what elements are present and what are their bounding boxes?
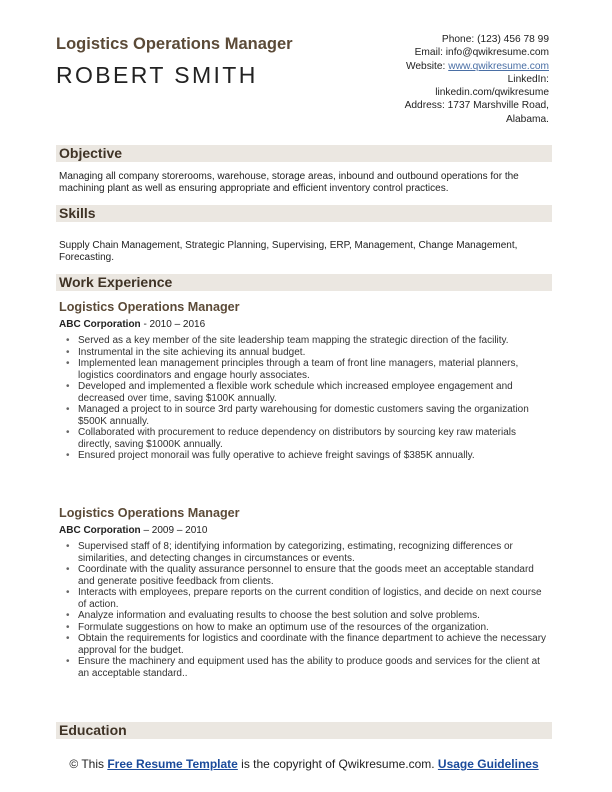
contact-address: Address: 1737 Marshville Road,	[404, 100, 549, 112]
job-2-duty: • Analyze information and evaluating results to choose the best solution and solve problems.	[66, 610, 552, 622]
job-2-duty: • Ensure the machinery and equipment used has the ability to produce goods and services for the client at an acceptable standard..	[66, 656, 552, 679]
copyright-footer	[56, 757, 552, 771]
job-2-company	[59, 525, 207, 536]
job-2-title: Logistics Operations Manager	[59, 506, 240, 520]
education-section-header	[56, 722, 552, 739]
website-link[interactable]: www.qwikresume.com	[448, 60, 549, 72]
address-value: 1737 Marshville Road,	[447, 100, 549, 112]
job-2-duty: • Coordinate with the quality assurance personnel to ensure that the goods meet an acceptable standard and generate positive feedback from clients.	[66, 564, 552, 587]
objective-text: Managing all company storerooms, warehouse, storage areas, inbound and outbound operations for the machining plant as well as ensuring appropriate and efficient inventory control practices.	[59, 171, 519, 194]
skills-heading: Skills	[59, 205, 96, 221]
email-value: info@qwikresume.com	[445, 47, 549, 59]
job-1-duty: • Instrumental in the site achieving its annual budget.	[66, 347, 552, 359]
free-resume-template-link[interactable]: Free Resume Template	[107, 757, 238, 771]
job-1-company	[59, 319, 205, 330]
work-experience-heading: Work Experience	[59, 274, 173, 290]
contact-linkedin: linkedin.com/qwikresume	[435, 87, 549, 99]
usage-guidelines-link[interactable]: Usage Guidelines	[437, 757, 539, 771]
job-1-duty: • Implemented lean management principles through a team of front line managers, material planners, logistics coordinators and engage hourly associates.	[66, 358, 552, 381]
job-1-title: Logistics Operations Manager	[59, 300, 240, 314]
job-2-duty: • Interacts with employees, prepare reports on the current condition of logistics, and decide on next course of action.	[66, 587, 552, 610]
job-1-duty: • Developed and implemented a flexible work schedule which increased employee engagement and decreased over time, saving $100K annually.	[66, 381, 552, 404]
job-2-duties	[66, 541, 552, 680]
contact-email: Email: info@qwikresume.com	[414, 47, 549, 59]
job-2-employer: ABC Corporation	[59, 525, 141, 536]
job-1-duty: • Ensured project monorail was fully operative to achieve freight savings of $385K annually.	[66, 450, 552, 462]
skills-section-header	[56, 205, 552, 222]
objective-section-header	[56, 145, 552, 162]
job-2-duty: • Supervised staff of 8; identifying information by categorizing, estimating, recognizing differences or similarities, and detecting changes in circumstances or events.	[66, 541, 552, 564]
contact-address-line2: Alabama.	[505, 113, 549, 125]
job-2-duty: • Obtain the requirements for logistics and coordinate with the finance department to achieve the necessary approval for the budget.	[66, 633, 552, 656]
work-experience-section-header	[56, 274, 552, 291]
job-1-dates: - 2010 – 2016	[140, 319, 206, 330]
header-job-title: Logistics Operations Manager	[56, 35, 293, 53]
job-1-duties	[66, 335, 552, 462]
job-1-duty: • Collaborated with procurement to reduce dependency on distributors by sourcing key raw materials directly, saving $1000K annually.	[66, 427, 552, 450]
contact-website: Website: www.qwikresume.com	[405, 60, 549, 72]
footer-middle: is the copyright of Qwikresume.com.	[237, 757, 438, 771]
job-1-duty: • Served as a key member of the site leadership team mapping the strategic direction of the facility.	[66, 335, 552, 347]
job-2-duty: • Formulate suggestions on how to make an optimum use of the resources of the organization.	[66, 622, 552, 634]
education-heading: Education	[59, 722, 127, 738]
skills-text: Supply Chain Management, Strategic Planning, Supervising, ERP, Management, Change Management, Forecasting.	[59, 240, 518, 263]
candidate-name: ROBERT SMITH	[56, 62, 258, 88]
objective-heading: Objective	[59, 145, 123, 161]
contact-linkedin-label: LinkedIn:	[507, 73, 549, 85]
footer-prefix: © This	[69, 757, 108, 771]
contact-block	[269, 33, 549, 126]
job-1-duty: • Managed a project to in source 3rd party warehousing for domestic customers saving the organization $500K annually.	[66, 404, 552, 427]
job-1-employer: ABC Corporation	[59, 319, 141, 330]
phone-value: (123) 456 78 99	[477, 34, 549, 45]
job-2-dates: – 2009 – 2010	[140, 525, 208, 536]
contact-phone: Phone: (123) 456 78 99	[441, 34, 549, 45]
